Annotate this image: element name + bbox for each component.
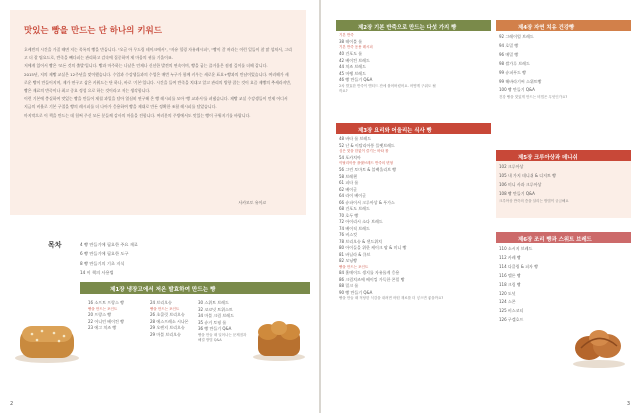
chapter4-list — [499, 33, 629, 101]
toc-entry[interactable]: 86 크림치즈에 베이킹 가득한 콘밀 빵 — [339, 276, 405, 282]
toc-entry[interactable]: 38 테이블 롤 — [339, 38, 363, 44]
chapter1-col2 — [150, 300, 189, 338]
toc-subheading: 빵을 만드는 포인트 — [88, 306, 118, 311]
toc-note: 크루아상 반죽의 층을 살리는 방법이 궁금해요 — [499, 198, 569, 203]
toc-entry[interactable]: 32 코코넛 트위스트 — [198, 306, 233, 312]
page-number: 2 — [10, 401, 14, 407]
toc-entry[interactable]: 102 크루아상 — [499, 164, 524, 169]
toc-item[interactable]: 8 빵 만들기의 기초 지식 — [80, 260, 125, 266]
toc-entry[interactable]: 56 그린 토마토 & 블랙올리브 빵 — [339, 167, 397, 173]
toc-subheading: 기본 반죽 응용 레시피 — [339, 45, 373, 50]
toc-subheading: 기본 반죽 — [339, 33, 354, 37]
chapter1-header: 제1장 냉장고에서 저온 발효하여 만드는 빵 — [80, 282, 310, 294]
toc-entry[interactable]: 116 멜론 빵 — [499, 272, 521, 278]
toc-entry[interactable]: 98 쌀가루 브레드 — [499, 60, 530, 66]
intro-panel — [10, 10, 306, 215]
toc-entry[interactable]: 29 마블 브리오슈 — [150, 331, 181, 337]
toc-entry[interactable]: 108 빵 만들기 Q&A — [499, 190, 535, 196]
toc-entry[interactable]: 26 초콜릿 브리오슈 — [150, 312, 185, 318]
toc-entry[interactable]: 99 슈퍼푸드 빵 — [499, 69, 526, 75]
toc-entry[interactable]: 36 빵 만들기 Q&A — [198, 326, 232, 331]
toc-entry[interactable]: 125 비스코티 — [499, 308, 524, 314]
toc-entry[interactable]: 84 홈메이드 생지를 자유롭게 응용 — [339, 270, 400, 276]
toc-note: 빵을 만들 때 적당한 식감을 내려면 어떤 재료를 더 넣으면 좋을까요? — [339, 296, 444, 301]
right-page — [321, 0, 640, 413]
toc-entry[interactable]: 76 비스킷 — [339, 232, 357, 238]
toc-entry[interactable]: 100 빵 만들기 Q&A — [499, 87, 535, 93]
chapter2-list — [339, 33, 489, 94]
toc-entry[interactable]: 68 건포도 브레드 — [339, 206, 370, 212]
chapter2-header: 제2장 기본 반죽으로 만드는 다섯 가지 빵 — [336, 20, 491, 31]
toc-entry[interactable]: 80 아이들을 위한 케이크 팝 & 미니 빵 — [339, 245, 407, 251]
bread-loaf-image — [12, 318, 82, 364]
toc-entry[interactable]: 44 치즈 브레드 — [339, 64, 366, 70]
toc-entry[interactable]: 64 라이 베이글 — [339, 193, 366, 199]
intro-paragraph: 2015년, 저의 제빵 교실은 12주년을 맞이했습니다. 수업과 수강생들과의 수업은 매번 누구가 함께 키우는 새로운 표요+빵과의 만남이었습니다. 여러해가 새로운 빵이 만들어지며, 제가 연구고 삼은 키워드는 단 하나, 바로 '기본'입니다. 시간을 들여 반죽을 치대고 알고 관리의 방향 잡는 것이 요즘 제빵의 추세라지만, 빵은 재료의 반죽이나 최고 중요 정성 으로 하는 것이라고 저는 생각합니다. — [24, 71, 292, 94]
toc-subheading: 심은 맛을 한없이 즐기는 바타 롤 — [339, 149, 389, 153]
intro-paragraph: 마지막으로 이 책을 만드는 데 힘써 주신 모든 분들께 감사의 마음을 전합니다. 여러분의 주방에서도 맛있는 빵이 구워지기를 바랍니다. — [24, 112, 251, 118]
intro-title: 맛있는 빵을 만드는 단 하나의 키워드 — [24, 26, 162, 36]
toc-entry[interactable]: 34 마블 크림 브레드 — [198, 313, 234, 318]
toc-subheading: 빵을 만드는 포인트 — [150, 306, 180, 311]
toc-entry[interactable]: 52 난 & 이탈리아풍 플랫브레드 — [339, 142, 395, 148]
toc-entry[interactable]: 114 다클링 & 피자 빵 — [499, 263, 539, 269]
toc-entry[interactable]: 30 스위트 브레드 — [198, 300, 229, 305]
toc-entry[interactable]: 96 메밀 빵 — [499, 51, 519, 57]
toc-entry[interactable]: 54 포카치아 — [339, 154, 361, 160]
toc-entry[interactable]: 74 베이직 브레드 — [339, 225, 370, 231]
toc-item[interactable]: 14 이 책의 사용법 — [80, 270, 114, 276]
toc-note: 빵을 만들 때 일어나는 문제점과 해결 방법 Q&A — [198, 332, 247, 342]
toc-entry[interactable]: 46 빵 만들기 Q&A — [339, 77, 373, 83]
toc-entry[interactable]: 118 크림 빵 — [499, 281, 521, 287]
chapter4-header: 제4장 자연 치유 건강빵 — [496, 20, 631, 31]
brioche-image — [250, 318, 308, 362]
intro-paragraph: 저에게 있어서 빵은 '모든 것의 출발'입니다. 빵과 마주하는 나날은 언제나 신선한 발견의 연속이며, 빵을 굽는 즐거움은 점점 깊이를 더해 갑니다. — [24, 63, 268, 69]
toc-entry[interactable]: 82 모닝빵 — [339, 258, 357, 264]
chapter6-header: 제6장 조리 빵과 스위트 브레드 — [496, 232, 631, 243]
toc-entry[interactable]: 62 베이글 — [339, 186, 357, 192]
toc-entry[interactable]: 99 해바라기씨 스위트빵 — [499, 78, 542, 84]
intro-paragraph: 이런 기본에 충실하여 맛있는 빵을 만들어 제철 과일을 담아 열심히 연구해 온 빵 레시피를 모아 '빵 교과서'를 펴냈습니다. 제빵 교실 수강생들이 언제 어디서 지금의 비율로 기본 구절을 빵의 레시피를 더 나아가 응용하여 빵을 제대로 만든 정확한 조합 레시피를 담았습니다. — [24, 96, 288, 110]
intro-signature: 사카모토 유이코 — [238, 200, 266, 205]
toc-entry[interactable]: 94 호밀 빵 — [499, 42, 519, 48]
toc-entry[interactable]: 40 건포도 롤 — [339, 51, 363, 57]
toc-note: 건강 빵을 맛있게 만드는 비법은 무엇인가요? — [499, 95, 568, 100]
toc-entry[interactable]: 90 빵 만들기 Q&A — [339, 289, 373, 295]
toc-entry[interactable]: 112 카레 빵 — [499, 254, 521, 260]
toc-item[interactable]: 4 빵 만들기에 필요한 주요 재료 — [80, 242, 138, 247]
toc-entry[interactable]: 20 프랑스 빵 — [88, 312, 112, 318]
toc-entry[interactable]: 105 내 가지 데니쉬 & 디저트 빵 — [499, 172, 557, 178]
toc-entry[interactable]: 48 바타 롤 브레드 — [339, 136, 372, 141]
page-number: 3 — [626, 401, 630, 407]
chapter1-col3 — [198, 300, 248, 343]
toc-entry[interactable]: 28 에스프레소 시나몬 — [150, 318, 189, 324]
toc-entry[interactable]: 92 그레이엄 브레드 — [499, 34, 534, 39]
intro-paragraph: 호케빈의 시간을 가질 때면 저는 목록의 빵을 만듭니다. "오글 아 무드림 테이크에서", "자유 힐링 자유레시피", "빵이 갈 꺼라는 이런 일들이 참 많 섭처서, 그리고 더 잘 팁요드로, 반죽을 빼다피는 관리하고 감속에 집중하며 제 마음의 귀를 기울이죠. — [24, 47, 292, 61]
chapter3-list — [339, 136, 489, 302]
toc-entry[interactable]: 58 브레첸 — [339, 173, 357, 179]
toc-entry[interactable]: 120 도넛 — [499, 290, 516, 296]
toc-entry[interactable]: 110 소시지 브레드 — [499, 246, 533, 251]
toc-entry[interactable]: 81 바닐라 & 큐브 — [339, 251, 371, 257]
toc-entry[interactable]: 124 스콘 — [499, 299, 516, 305]
toc-entry[interactable]: 78 브리오슈 & 샌드위치 — [339, 238, 382, 244]
toc-entry[interactable]: 42 베이컨 브레드 — [339, 57, 370, 63]
twisted-bread-image — [569, 320, 629, 370]
chapter5-header: 제5장 크루아상과 데니쉬 — [496, 150, 631, 161]
toc-subheading: 빵을 만드는 포인트 — [339, 264, 369, 269]
toc-note: 2차 발효한 반죽이 엔티드 잔에 붙어버렸어요. 어떻게 구워도 될까요? — [339, 83, 436, 93]
toc-entry[interactable]: 66 슈파이서 크루아상 & 푸가스 — [339, 199, 395, 205]
chapter5-list — [499, 163, 629, 204]
toc-list — [80, 240, 240, 278]
toc-entry[interactable]: 16 소프트 프랑스 빵 — [88, 300, 124, 305]
toc-entry[interactable]: 72 아이리시 소다 브레드 — [339, 219, 383, 225]
toc-entry[interactable]: 88 밀크 롤 — [339, 283, 359, 289]
toc-entry[interactable]: 45 머랭 브레드 — [339, 70, 366, 76]
toc-entry[interactable]: 24 브리오슈 — [150, 300, 172, 305]
toc-entry[interactable]: 29 오렌지 브리오슈 — [150, 325, 185, 331]
intro-text — [24, 46, 292, 206]
toc-entry[interactable]: 35 슈거 토핑 롤 — [198, 319, 227, 325]
chapter1-col1 — [88, 300, 124, 332]
toc-label: 목차 — [48, 241, 62, 249]
toc-entry[interactable]: 23 에그 치즈 빵 — [88, 325, 117, 331]
toc-entry[interactable]: 70 호두 빵 — [339, 212, 359, 218]
chapter6-list — [499, 245, 629, 325]
toc-entry[interactable]: 22 어니언 베이컨 빵 — [88, 318, 124, 324]
toc-entry[interactable]: 126 구겔호프 — [499, 317, 524, 323]
toc-entry[interactable]: 106 미니 사과 크루아상 — [499, 181, 542, 187]
toc-item[interactable]: 6 빵 만들기에 필요한 도구 — [80, 251, 129, 257]
toc-entry[interactable]: 61 피타 롤 — [339, 180, 359, 186]
toc-subheading: 이탈리아풍 플랫브레드 반죽의 변형 — [339, 161, 394, 166]
chapter3-header: 제3장 요리와 어울리는 식사 빵 — [336, 123, 491, 134]
